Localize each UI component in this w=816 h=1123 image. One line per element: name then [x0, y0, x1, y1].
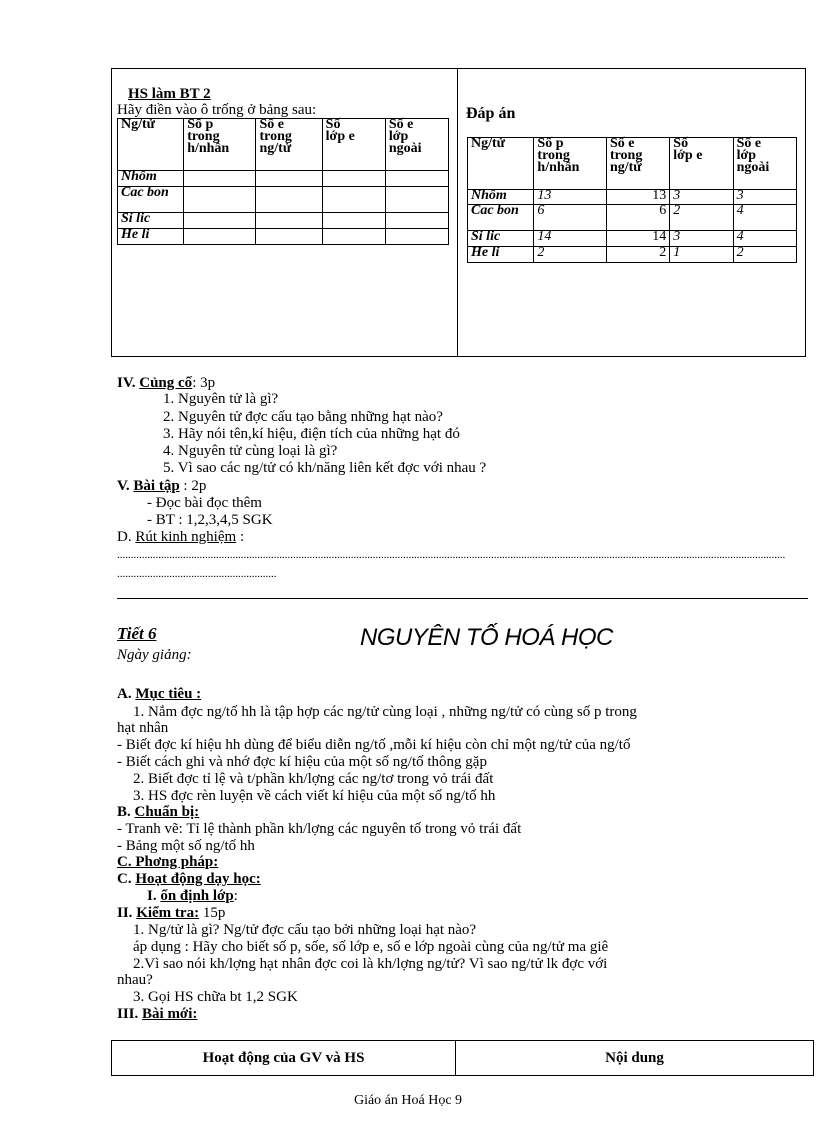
- table-row: [118, 187, 449, 213]
- lesson-title: NGUYÊN TỐ HOÁ HỌC: [360, 624, 613, 651]
- blank-cell[interactable]: [322, 229, 385, 245]
- header-cell: Số e trong ng/tử: [256, 119, 322, 171]
- proton-count: 14: [534, 231, 607, 247]
- blank-cell[interactable]: [322, 171, 385, 187]
- layer-count: 2: [670, 205, 733, 231]
- check-line: 3. Gọi HS chữa bt 1,2 SGK: [133, 989, 298, 1005]
- header-cell: Số p trong h/nhân: [184, 119, 256, 171]
- preparation-heading: B. Chuẩn bị:: [117, 804, 200, 820]
- exercise-title: HS làm BT 2: [128, 86, 211, 102]
- header-cell: Số lớp e: [670, 138, 733, 190]
- dotted-line: ..........................................................: [117, 568, 277, 580]
- list-item: - Đọc bài đọc thêm: [147, 495, 262, 511]
- proton-count: 13: [534, 190, 607, 205]
- layer-count: 3: [670, 231, 733, 247]
- header-cell: Số p trong h/nhân: [534, 138, 607, 190]
- method-heading: C. Phơng pháp:: [117, 854, 219, 870]
- blank-cell[interactable]: [256, 171, 322, 187]
- blank-cell[interactable]: [322, 187, 385, 213]
- objective-line: 1. Nắm đợc ng/tố hh là tập hợp các ng/tử cùng loại , những ng/tử có cùng số p trong: [133, 704, 637, 720]
- blank-cell[interactable]: [385, 229, 448, 245]
- blank-cell[interactable]: [184, 213, 256, 229]
- outer-electron-count: 3: [733, 190, 796, 205]
- consolidation-heading: IV. Củng cố: 3p: [117, 375, 216, 391]
- electron-count: 2: [606, 247, 669, 263]
- objective-line: - Biết cách ghi và nhớ đợc kí hiệu của một số ng/tố thông gặp: [117, 754, 487, 770]
- header-cell: Số lớp e: [322, 119, 385, 171]
- outer-electron-count: 2: [733, 247, 796, 263]
- page-footer: Giáo án Hoá Học 9: [353, 1093, 463, 1108]
- objective-line: 2. Biết đợc tỉ lệ và t/phần kh/lợng các ng/tơ trong vỏ trái đất: [133, 771, 494, 787]
- list-item: 2. Nguyên tử đợc cấu tạo bằng những hạt nào?: [163, 409, 443, 425]
- activity-header: Hoạt động của GV và HS: [112, 1041, 456, 1076]
- check-line: 1. Ng/tử là gì? Ng/tử đợc cấu tạo bởi những loại hạt nào?: [133, 922, 477, 938]
- objectives-heading: A. Mục tiêu :: [117, 686, 202, 702]
- objective-line: - Biết đợc kí hiệu hh dùng để biểu diễn ng/tố ,mỗi kí hiệu còn chỉ một ng/tử của ng/tố: [117, 737, 631, 753]
- table-row: [112, 1041, 814, 1076]
- blank-cell[interactable]: [184, 171, 256, 187]
- exercise-header-row: [118, 119, 449, 171]
- element-name: Si lic: [468, 231, 534, 247]
- element-name: Cac bon: [118, 187, 184, 213]
- check-heading: II. Kiểm tra: 15p: [117, 905, 226, 921]
- blank-cell[interactable]: [322, 213, 385, 229]
- layer-count: 3: [670, 190, 733, 205]
- list-item: 3. Hãy nói tên,kí hiệu, điện tích của những hạt đó: [163, 426, 460, 442]
- new-lesson-heading: III. Bài mới:: [117, 1006, 198, 1022]
- element-name: Nhôm: [468, 190, 534, 205]
- outer-electron-count: 4: [733, 231, 796, 247]
- blank-cell[interactable]: [256, 213, 322, 229]
- experience-heading: D. Rút kinh nghiệm :: [117, 529, 245, 545]
- frame-divider: [457, 68, 458, 357]
- list-item: - BT : 1,2,3,4,5 SGK: [147, 512, 273, 528]
- blank-cell[interactable]: [385, 187, 448, 213]
- objective-line: 3. HS đợc rèn luyện về cách viết kí hiệu của một số ng/tố hh: [133, 788, 496, 804]
- blank-cell[interactable]: [184, 229, 256, 245]
- homework-heading: V. Bài tập : 2p: [117, 478, 207, 494]
- blank-cell[interactable]: [385, 171, 448, 187]
- layer-count: 1: [670, 247, 733, 263]
- element-name: Cac bon: [468, 205, 534, 231]
- check-line: nhau?: [117, 972, 153, 988]
- section-divider: [117, 598, 808, 599]
- blank-cell[interactable]: [385, 213, 448, 229]
- preparation-line: - Bảng một số ng/tố hh: [117, 838, 255, 854]
- table-row: [468, 205, 797, 231]
- header-cell: Số e lớp ngoài: [733, 138, 796, 190]
- dotted-line: ...................................................................................................................................................................................................................................................: [117, 549, 786, 561]
- check-line: áp dụng : Hãy cho biết số p, sốe, số lớp e, số e lớp ngoài cùng của ng/tử ma giê: [133, 939, 609, 955]
- check-line: 2.Vì sao nói kh/lợng hạt nhân đợc coi là kh/lợng ng/tử? Vì sao ng/tử lk đợc với: [133, 956, 608, 972]
- preparation-line: - Tranh vẽ: Tỉ lệ thành phần kh/lợng các nguyên tố trong vỏ trái đất: [117, 821, 522, 837]
- answer-header-row: [468, 138, 797, 190]
- electron-count: 13: [606, 190, 669, 205]
- element-name: He li: [118, 229, 184, 245]
- exercise-instruction: Hãy điền vào ô trống ở bảng sau:: [117, 102, 317, 118]
- activity-table: [111, 1040, 814, 1076]
- list-item: 5. Vì sao các ng/tử có kh/năng liên kết đợc với nhau ?: [163, 460, 487, 476]
- table-row: [118, 213, 449, 229]
- list-item: 4. Nguyên tử cùng loại là gì?: [163, 443, 338, 459]
- table-row: [468, 231, 797, 247]
- answer-title: Đáp án: [466, 105, 516, 122]
- blank-cell[interactable]: [256, 229, 322, 245]
- list-item: 1. Nguyên tử là gì?: [163, 391, 279, 407]
- header-cell: Số e trong ng/tử: [606, 138, 669, 190]
- lesson-period: Tiết 6: [117, 624, 157, 643]
- content-header: Nội dung: [456, 1041, 814, 1076]
- element-name: He li: [468, 247, 534, 263]
- electron-count: 14: [606, 231, 669, 247]
- element-name: Nhôm: [118, 171, 184, 187]
- organize-heading: I. ổn định lớp:: [147, 888, 238, 904]
- activities-heading: C. Hoạt động dạy học:: [117, 871, 261, 887]
- lesson-date-label: Ngày giảng:: [117, 647, 192, 663]
- element-name: Si lic: [118, 213, 184, 229]
- header-cell: Số e lớp ngoài: [385, 119, 448, 171]
- header-cell: Ng/tử: [468, 138, 534, 190]
- answer-table: [467, 137, 797, 263]
- proton-count: 6: [534, 205, 607, 231]
- outer-electron-count: 4: [733, 205, 796, 231]
- table-row: [468, 247, 797, 263]
- header-cell: Ng/tử: [118, 119, 184, 171]
- objective-line: hạt nhân: [117, 720, 169, 736]
- blank-cell[interactable]: [256, 187, 322, 213]
- table-row: [118, 229, 449, 245]
- blank-cell[interactable]: [184, 187, 256, 213]
- electron-count: 6: [606, 205, 669, 231]
- proton-count: 2: [534, 247, 607, 263]
- exercise-table: [117, 118, 449, 245]
